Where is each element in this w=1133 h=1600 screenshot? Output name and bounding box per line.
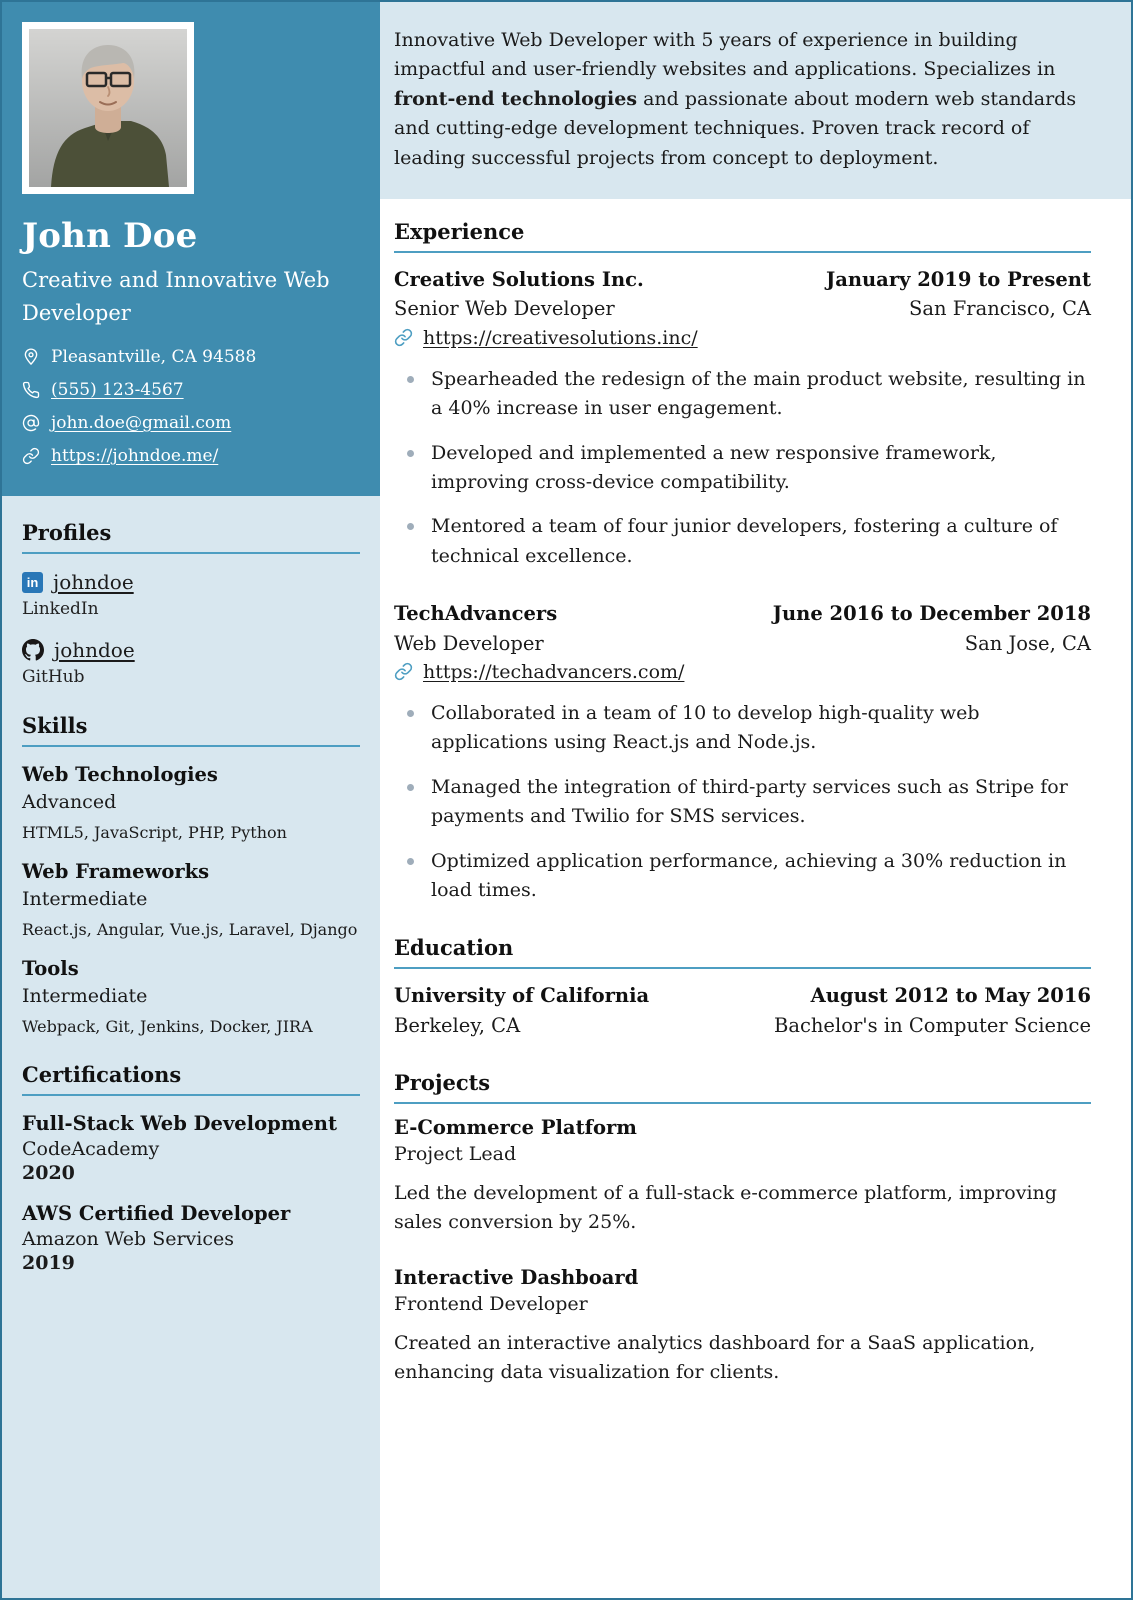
company-url-link[interactable]: https://techadvancers.com/ — [423, 660, 685, 683]
job-bullet-list — [394, 365, 1091, 572]
sidebar-detail-panel — [2, 496, 380, 1598]
skill-keywords: React.js, Angular, Vue.js, Laravel, Django — [22, 920, 358, 940]
main-content — [380, 199, 1131, 1418]
main-column — [380, 2, 1131, 1598]
education-section — [394, 935, 1091, 1040]
company-link-row — [394, 327, 1091, 349]
project-description: Created an interactive analytics dashboard for a SaaS application, enhancing data visualization for clients. — [394, 1331, 1036, 1384]
profile-item-github — [22, 638, 360, 687]
job-role: Web Developer — [394, 631, 544, 655]
company-name: Creative Solutions Inc. — [394, 268, 644, 292]
profile-photo-illustration — [29, 29, 187, 187]
link-icon — [394, 328, 413, 347]
cert-issuer: Amazon Web Services — [22, 1228, 235, 1251]
job-dates: June 2016 to December 2018 — [772, 602, 1091, 626]
sidebar — [2, 2, 380, 1598]
company-name: TechAdvancers — [394, 602, 558, 626]
project-role: Project Lead — [394, 1142, 517, 1165]
job-entry-creative-solutions — [394, 265, 1091, 571]
project-name: E-Commerce Platform — [394, 1115, 637, 1139]
skill-level: Intermediate — [22, 888, 148, 911]
skill-name: Tools — [22, 957, 79, 981]
certification-item — [22, 1112, 360, 1184]
education-dates: August 2012 to May 2016 — [810, 984, 1091, 1008]
profiles-heading: Profiles — [22, 520, 360, 554]
link-icon — [394, 662, 413, 681]
degree: Bachelor's in Computer Science — [774, 1013, 1091, 1037]
project-entry-ecommerce — [394, 1116, 1091, 1238]
github-username-link[interactable]: johndoe — [54, 638, 135, 663]
skill-item-web-technologies — [22, 763, 360, 842]
contact-list — [22, 347, 360, 466]
profiles-section — [22, 520, 360, 687]
contact-phone — [22, 380, 360, 400]
website-link[interactable]: https://johndoe.me/ — [51, 446, 219, 467]
company-link-row — [394, 661, 1091, 683]
github-icon — [22, 639, 44, 661]
experience-heading: Experience — [394, 219, 1091, 253]
summary-text: and passionate about modern web standards and cutting-edge development techniques. Proven track record of leading successful projects from concept to deployment. — [394, 87, 1077, 169]
summary-text: Innovative Web Developer with 5 years of experience in building impactful and user-friendly websites and applications. Specializes in — [394, 29, 1056, 81]
sidebar-contact-panel — [2, 2, 380, 496]
certification-item — [22, 1202, 360, 1274]
cert-year: 2019 — [22, 1252, 75, 1275]
profile-item-linkedin — [22, 570, 360, 619]
experience-section — [394, 219, 1091, 905]
contact-website — [22, 446, 360, 466]
job-entry-techadvancers — [394, 599, 1091, 905]
link-icon — [22, 447, 40, 465]
skills-section — [22, 713, 360, 1036]
skill-level: Intermediate — [22, 985, 148, 1008]
skill-keywords: Webpack, Git, Jenkins, Docker, JIRA — [22, 1017, 313, 1037]
skill-item-web-frameworks — [22, 860, 360, 939]
github-network-label: GitHub — [22, 667, 85, 688]
projects-section — [394, 1070, 1091, 1388]
phone-link[interactable]: (555) 123-4567 — [51, 380, 184, 401]
job-role: Senior Web Developer — [394, 297, 615, 321]
school-name: University of California — [394, 984, 650, 1008]
project-role: Frontend Developer — [394, 1292, 588, 1315]
cert-issuer: CodeAcademy — [22, 1138, 160, 1161]
email-link[interactable]: john.doe@gmail.com — [51, 413, 232, 434]
education-heading: Education — [394, 935, 1091, 969]
linkedin-network-label: LinkedIn — [22, 599, 99, 620]
contact-location — [22, 347, 360, 367]
person-name: John Doe — [22, 216, 198, 256]
bullet-item: Collaborated in a team of 10 to develop high-quality web applications using React.js and Node.js. — [394, 699, 1091, 758]
profile-photo — [22, 22, 194, 194]
bullet-item: Optimized application performance, achieving a 30% reduction in load times. — [394, 847, 1091, 906]
project-entry-dashboard — [394, 1266, 1091, 1388]
contact-email — [22, 413, 360, 433]
skills-heading: Skills — [22, 713, 360, 747]
job-location: San Francisco, CA — [908, 297, 1091, 321]
job-dates: January 2019 to Present — [825, 268, 1091, 292]
bullet-item: Developed and implemented a new responsive framework, improving cross-device compatibility. — [394, 439, 1091, 498]
bullet-item: Managed the integration of third-party services such as Stripe for payments and Twilio for SMS services. — [394, 773, 1091, 832]
at-sign-icon — [22, 414, 40, 432]
project-name: Interactive Dashboard — [394, 1265, 639, 1289]
cert-year: 2020 — [22, 1162, 75, 1185]
education-location: Berkeley, CA — [394, 1013, 521, 1037]
job-bullet-list — [394, 699, 1091, 906]
contact-location-text: Pleasantville, CA 94588 — [51, 347, 257, 368]
bullet-item: Spearheaded the redesign of the main product website, resulting in a 40% increase in user engagement. — [394, 365, 1091, 424]
skill-keywords: HTML5, JavaScript, PHP, Python — [22, 823, 287, 843]
job-location: San Jose, CA — [964, 631, 1091, 655]
skill-level: Advanced — [22, 791, 117, 814]
linkedin-username-link[interactable]: johndoe — [53, 570, 134, 595]
projects-heading: Projects — [394, 1070, 1091, 1104]
cert-name: AWS Certified Developer — [22, 1202, 291, 1226]
linkedin-icon: in — [22, 572, 43, 593]
skill-name: Web Technologies — [22, 763, 218, 787]
project-description: Led the development of a full-stack e-commerce platform, improving sales conversion by 25%. — [394, 1181, 1057, 1234]
skill-item-tools — [22, 957, 360, 1036]
education-entry — [394, 981, 1091, 1040]
company-url-link[interactable]: https://creativesolutions.inc/ — [423, 326, 698, 349]
skill-name: Web Frameworks — [22, 860, 210, 884]
bullet-item: Mentored a team of four junior developers, fostering a culture of technical excellence. — [394, 512, 1091, 571]
phone-icon — [22, 381, 40, 399]
summary — [380, 2, 1131, 199]
certifications-heading: Certifications — [22, 1062, 360, 1096]
certifications-section — [22, 1062, 360, 1274]
person-job-title: Creative and Innovative Web Developer — [22, 268, 330, 325]
summary-bold-text: front-end technologies — [394, 87, 638, 110]
cert-name: Full-Stack Web Development — [22, 1112, 337, 1136]
location-pin-icon — [22, 348, 40, 366]
